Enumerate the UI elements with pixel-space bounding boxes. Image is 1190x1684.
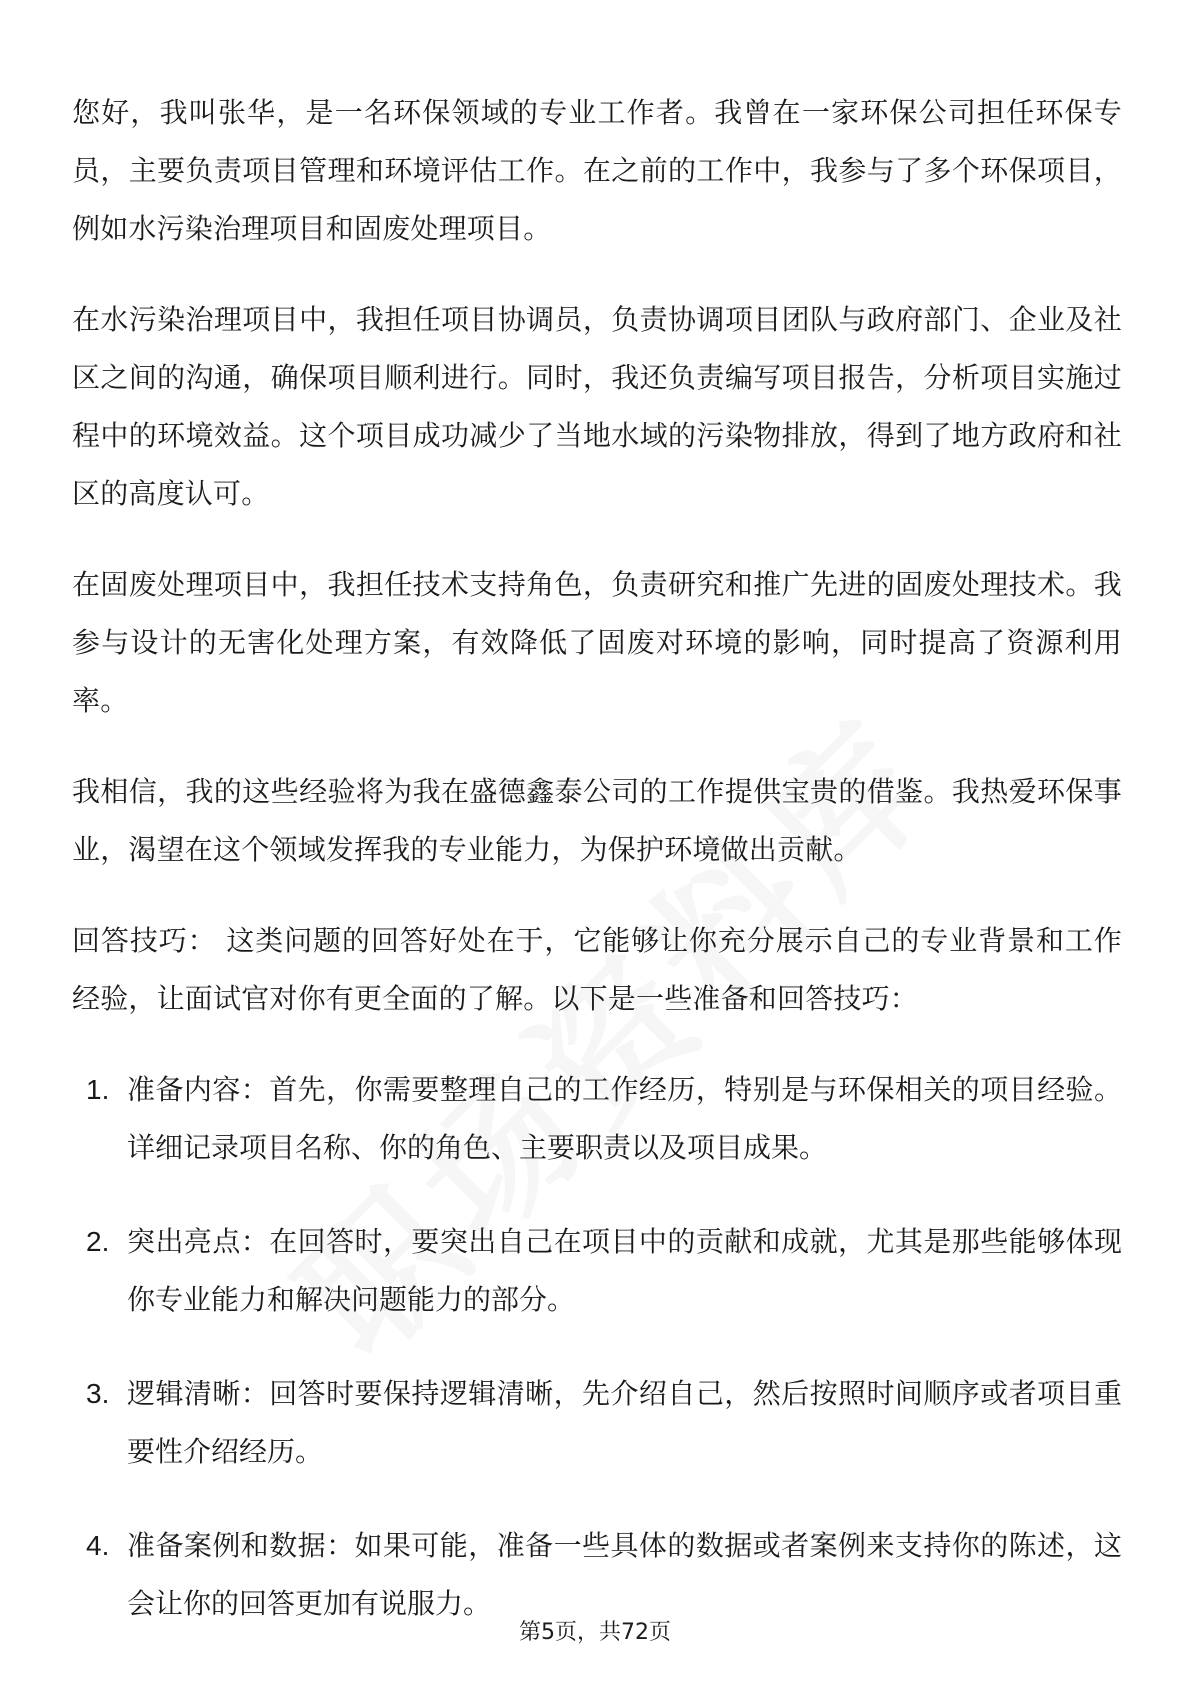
paragraph-solid-waste-project: 在固废处理项目中，我担任技术支持角色，负责研究和推广先进的固废处理技术。我参与设计的无害化处理方案，有效降低了固废对环境的影响，同时提高了资源利用率。 [72,568,1122,717]
paragraph-closing: 我相信，我的这些经验将为我在盛德鑫泰公司的工作提供宝贵的借鉴。我热爱环保事业，渴望在这个领域发挥我的专业能力，为保护环境做出贡献。 [72,775,1122,866]
list-item-text: 逻辑清晰：回答时要保持逻辑清晰，先介绍自己，然后按照时间顺序或者项目重要性介绍经历。 [127,1377,1122,1468]
list-item [72,1517,1122,1633]
list-item [72,1061,1122,1177]
paragraph-answer-tips: 回答技巧： 这类问题的回答好处在于，它能够让你充分展示自己的专业背景和工作经验，让面试官对你有更全面的了解。以下是一些准备和回答技巧： [72,924,1122,1015]
list-item-number: 4. [86,1530,110,1561]
list-item-number: 3. [86,1378,110,1409]
list-item-text: 准备内容：首先，你需要整理自己的工作经历，特别是与环保相关的项目经验。详细记录项目名称、你的角色、主要职责以及项目成果。 [127,1073,1122,1164]
paragraph-water-project: 在水污染治理项目中，我担任项目协调员，负责协调项目团队与政府部门、企业及社区之间的沟通，确保项目顺利进行。同时，我还负责编写项目报告，分析项目实施过程中的环境效益。这个项目成功减少了当地水域的污染物排放，得到了地方政府和社区的高度认可。 [72,303,1122,510]
list-item-number: 1. [86,1074,110,1105]
paragraph-intro: 您好，我叫张华，是一名环保领域的专业工作者。我曾在一家环保公司担任环保专员，主要负责项目管理和环境评估工作。在之前的工作中，我参与了多个环保项目，例如水污染治理项目和固废处理项目。 [72,96,1122,245]
page-footer: 第5页，共72页 [519,1620,671,1645]
tips-list [72,1061,1122,1633]
list-item [72,1213,1122,1329]
list-item [72,1365,1122,1481]
page-content [72,84,1122,1669]
list-item-number: 2. [86,1226,110,1257]
list-item-text: 准备案例和数据：如果可能，准备一些具体的数据或者案例来支持你的陈述，这会让你的回答更加有说服力。 [127,1529,1122,1620]
list-item-text: 突出亮点：在回答时，要突出自己在项目中的贡献和成就，尤其是那些能够体现你专业能力和解决问题能力的部分。 [127,1225,1122,1316]
